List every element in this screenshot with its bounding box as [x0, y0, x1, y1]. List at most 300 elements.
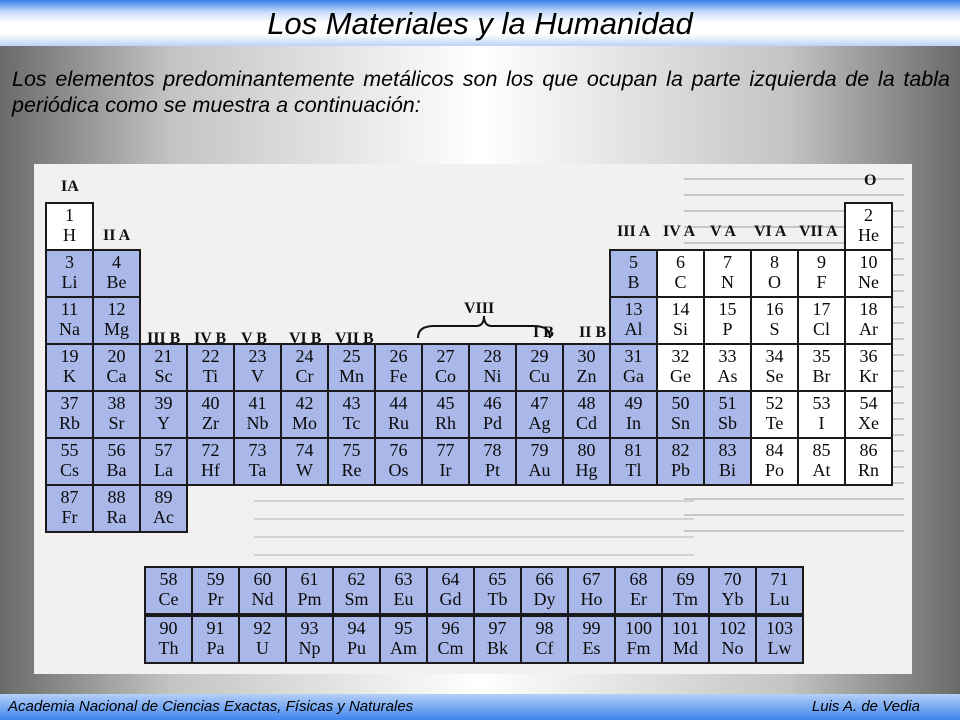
- element-symbol: Lw: [767, 638, 792, 658]
- element-symbol: W: [296, 460, 313, 480]
- atomic-number: 24: [295, 346, 314, 366]
- atomic-number: 16: [765, 299, 784, 319]
- element-symbol: Tm: [673, 589, 698, 609]
- element-cell-tm: [661, 566, 710, 615]
- element-symbol: Te: [765, 413, 784, 433]
- atomic-number: 53: [812, 393, 831, 413]
- element-symbol: Sc: [154, 366, 173, 386]
- element-symbol: Hg: [575, 460, 598, 480]
- element-symbol: Mg: [103, 319, 129, 339]
- element-cell-s: [750, 296, 799, 345]
- element-symbol: Be: [106, 272, 127, 292]
- atomic-number: 37: [60, 393, 79, 413]
- element-cell-sb: [703, 390, 752, 439]
- element-symbol: Sn: [670, 413, 690, 433]
- atomic-number: 55: [60, 440, 79, 460]
- element-cell-pd: [468, 390, 517, 439]
- element-cell-ag: [515, 390, 564, 439]
- atomic-number: 39: [154, 393, 173, 413]
- element-cell-lw: [755, 615, 804, 664]
- atomic-number: 18: [859, 299, 878, 319]
- element-symbol: Er: [630, 589, 647, 609]
- atomic-number: 23: [248, 346, 267, 366]
- element-cell-gd: [426, 566, 475, 615]
- atomic-number: 82: [671, 440, 690, 460]
- element-symbol: Ti: [202, 366, 219, 386]
- atomic-number: 2: [864, 205, 873, 225]
- element-symbol: Md: [672, 638, 698, 658]
- element-symbol: Ru: [387, 413, 409, 433]
- slide-title: Los Materiales y la Humanidad: [267, 6, 693, 41]
- element-symbol: Pa: [206, 638, 225, 658]
- atomic-number: 28: [483, 346, 502, 366]
- group-header: IV A: [663, 223, 696, 240]
- element-symbol: Na: [59, 319, 80, 339]
- element-cell-y: [139, 390, 188, 439]
- element-cell-pm: [285, 566, 334, 615]
- element-cell-dy: [520, 566, 569, 615]
- element-cell-ge: [656, 343, 705, 392]
- atomic-number: 31: [624, 346, 643, 366]
- element-symbol: Tc: [342, 413, 361, 433]
- element-cell-lu: [755, 566, 804, 615]
- element-cell-md: [661, 615, 710, 664]
- element-cell-ir: [421, 437, 470, 486]
- atomic-number: 69: [676, 569, 695, 589]
- element-symbol: H: [63, 225, 76, 245]
- element-cell-np: [285, 615, 334, 664]
- atomic-number: 38: [107, 393, 126, 413]
- element-cell-bi: [703, 437, 752, 486]
- atomic-number: 74: [295, 440, 314, 460]
- group-header: IA: [61, 178, 79, 195]
- element-symbol: Kr: [859, 366, 878, 386]
- atomic-number: 93: [300, 618, 319, 638]
- atomic-number: 73: [248, 440, 267, 460]
- element-symbol: Gd: [439, 589, 462, 609]
- element-cell-os: [374, 437, 423, 486]
- group-header: II B: [579, 324, 607, 341]
- atomic-number: 88: [107, 487, 126, 507]
- element-symbol: Co: [434, 366, 456, 386]
- element-symbol: Cl: [812, 319, 830, 339]
- element-symbol: Y: [157, 413, 170, 433]
- element-cell-re: [327, 437, 376, 486]
- element-symbol: Fr: [61, 507, 78, 527]
- atomic-number: 5: [629, 252, 638, 272]
- element-symbol: N: [721, 272, 734, 292]
- element-symbol: Eu: [393, 589, 414, 609]
- element-symbol: V: [251, 366, 264, 386]
- atomic-number: 87: [60, 487, 79, 507]
- atomic-number: 85: [812, 440, 831, 460]
- atomic-number: 56: [107, 440, 126, 460]
- atomic-number: 80: [577, 440, 596, 460]
- element-symbol: Am: [390, 638, 417, 658]
- element-cell-nd: [238, 566, 287, 615]
- atomic-number: 25: [342, 346, 361, 366]
- group-header: IV B: [194, 330, 227, 347]
- element-cell-ho: [567, 566, 616, 615]
- element-cell-sm: [332, 566, 381, 615]
- atomic-number: 101: [672, 618, 699, 638]
- element-symbol: Cm: [437, 638, 464, 658]
- element-cell-li: [45, 249, 94, 298]
- element-cell-se: [750, 343, 799, 392]
- element-symbol: No: [721, 638, 744, 658]
- element-cell-n: [703, 249, 752, 298]
- atomic-number: 6: [676, 252, 685, 272]
- element-symbol: Hf: [201, 460, 220, 480]
- atomic-number: 14: [671, 299, 690, 319]
- element-cell-k: [45, 343, 94, 392]
- element-symbol: P: [722, 319, 733, 339]
- element-cell-cs: [45, 437, 94, 486]
- atomic-number: 3: [65, 252, 74, 272]
- atomic-number: 60: [253, 569, 272, 589]
- element-symbol: Ta: [248, 460, 267, 480]
- atomic-number: 52: [765, 393, 784, 413]
- element-cell-kr: [844, 343, 893, 392]
- group-header: O: [864, 172, 877, 189]
- element-cell-es: [567, 615, 616, 664]
- element-symbol: Pm: [297, 589, 322, 609]
- atomic-number: 36: [859, 346, 878, 366]
- atomic-number: 72: [201, 440, 220, 460]
- element-symbol: B: [627, 272, 640, 292]
- atomic-number: 17: [812, 299, 831, 319]
- atomic-number: 29: [530, 346, 549, 366]
- element-symbol: Mn: [338, 366, 364, 386]
- element-cell-au: [515, 437, 564, 486]
- element-symbol: Tb: [487, 589, 508, 609]
- atomic-number: 70: [723, 569, 742, 589]
- atomic-number: 62: [347, 569, 366, 589]
- element-cell-ni: [468, 343, 517, 392]
- atomic-number: 48: [577, 393, 596, 413]
- element-symbol: Pr: [207, 589, 224, 609]
- element-symbol: Ar: [859, 319, 878, 339]
- atomic-number: 51: [718, 393, 737, 413]
- element-cell-f: [797, 249, 846, 298]
- element-cell-ra: [92, 484, 141, 533]
- element-cell-h: [45, 202, 94, 251]
- atomic-number: 9: [817, 252, 826, 272]
- element-cell-hf: [186, 437, 235, 486]
- atomic-number: 44: [389, 393, 408, 413]
- element-cell-o: [750, 249, 799, 298]
- element-symbol: Sr: [108, 413, 125, 433]
- atomic-number: 89: [154, 487, 173, 507]
- atomic-number: 103: [766, 618, 793, 638]
- element-symbol: Cs: [59, 460, 79, 480]
- element-symbol: Ge: [670, 366, 691, 386]
- atomic-number: 68: [629, 569, 648, 589]
- element-cell-ta: [233, 437, 282, 486]
- element-symbol: Pb: [670, 460, 690, 480]
- group-header: VIII: [464, 300, 495, 317]
- atomic-number: 71: [770, 569, 789, 589]
- group-header: I B: [533, 324, 554, 341]
- element-cell-mg: [92, 296, 141, 345]
- intro-text: Los elementos predominantemente metálicos son los que ocupan la parte izquierda de la tabla periódica como se muestra a continuación:: [12, 67, 950, 117]
- element-cell-ru: [374, 390, 423, 439]
- element-symbol: Bi: [718, 460, 736, 480]
- element-cell-fm: [614, 615, 663, 664]
- element-symbol: At: [812, 460, 831, 480]
- atomic-number: 58: [159, 569, 178, 589]
- element-symbol: Mo: [291, 413, 317, 433]
- element-symbol: Ba: [106, 460, 127, 480]
- element-symbol: Ra: [106, 507, 127, 527]
- element-symbol: Ni: [483, 366, 502, 386]
- element-cell-al: [609, 296, 658, 345]
- element-symbol: La: [154, 460, 173, 480]
- element-cell-u: [238, 615, 287, 664]
- element-cell-bk: [473, 615, 522, 664]
- element-cell-fe: [374, 343, 423, 392]
- atomic-number: 34: [765, 346, 784, 366]
- element-cell-as: [703, 343, 752, 392]
- element-symbol: Re: [341, 460, 362, 480]
- element-cell-ga: [609, 343, 658, 392]
- element-cell-b: [609, 249, 658, 298]
- atomic-number: 94: [347, 618, 366, 638]
- atomic-number: 46: [483, 393, 502, 413]
- atomic-number: 98: [535, 618, 554, 638]
- element-cell-tl: [609, 437, 658, 486]
- group-header: VII B: [335, 330, 374, 347]
- element-symbol: Bk: [486, 638, 508, 658]
- element-cell-cf: [520, 615, 569, 664]
- atomic-number: 63: [394, 569, 413, 589]
- atomic-number: 59: [206, 569, 225, 589]
- group-header: VII A: [799, 223, 838, 240]
- group-header: VI B: [289, 330, 322, 347]
- element-symbol: Ne: [858, 272, 879, 292]
- element-symbol: Nb: [246, 413, 269, 433]
- atomic-number: 13: [624, 299, 643, 319]
- atomic-number: 43: [342, 393, 361, 413]
- atomic-number: 65: [488, 569, 507, 589]
- element-symbol: O: [768, 272, 781, 292]
- atomic-number: 32: [671, 346, 690, 366]
- atomic-number: 15: [718, 299, 737, 319]
- element-cell-na: [45, 296, 94, 345]
- atomic-number: 42: [295, 393, 314, 413]
- atomic-number: 79: [530, 440, 549, 460]
- atomic-number: 66: [535, 569, 554, 589]
- footer-institution: Academia Nacional de Ciencias Exactas, Físicas y Naturales: [8, 698, 414, 715]
- element-cell-c: [656, 249, 705, 298]
- element-symbol: Se: [765, 366, 784, 386]
- element-cell-sr: [92, 390, 141, 439]
- atomic-number: 22: [201, 346, 220, 366]
- atomic-number: 86: [859, 440, 878, 460]
- atomic-number: 91: [206, 618, 225, 638]
- atomic-number: 95: [394, 618, 413, 638]
- element-symbol: Os: [388, 460, 409, 480]
- atomic-number: 75: [342, 440, 361, 460]
- element-symbol: Pd: [482, 413, 502, 433]
- element-symbol: Ce: [158, 589, 179, 609]
- element-symbol: Br: [812, 366, 831, 386]
- element-symbol: Ag: [528, 413, 551, 433]
- element-symbol: Rn: [857, 460, 879, 480]
- element-cell-si: [656, 296, 705, 345]
- element-symbol: Cd: [575, 413, 597, 433]
- atomic-number: 61: [300, 569, 319, 589]
- element-symbol: Lu: [769, 589, 790, 609]
- element-cell-ac: [139, 484, 188, 533]
- element-symbol: Dy: [533, 589, 556, 609]
- element-cell-cm: [426, 615, 475, 664]
- element-cell-rb: [45, 390, 94, 439]
- element-cell-mo: [280, 390, 329, 439]
- element-cell-p: [703, 296, 752, 345]
- atomic-number: 35: [812, 346, 831, 366]
- element-symbol: Nd: [251, 589, 274, 609]
- element-cell-sc: [139, 343, 188, 392]
- atomic-number: 30: [577, 346, 596, 366]
- atomic-number: 40: [201, 393, 220, 413]
- atomic-number: 90: [159, 618, 178, 638]
- element-symbol: Xe: [858, 413, 879, 433]
- element-cell-nb: [233, 390, 282, 439]
- element-symbol: I: [818, 413, 825, 433]
- atomic-number: 78: [483, 440, 502, 460]
- atomic-number: 102: [719, 618, 746, 638]
- element-cell-pa: [191, 615, 240, 664]
- atomic-number: 8: [770, 252, 779, 272]
- group-header: III A: [617, 223, 651, 240]
- element-cell-ca: [92, 343, 141, 392]
- element-symbol: Cr: [295, 366, 314, 386]
- atomic-number: 11: [60, 299, 79, 319]
- group-header: V A: [710, 223, 736, 240]
- element-cell-sn: [656, 390, 705, 439]
- element-symbol: As: [717, 366, 738, 386]
- atomic-number: 76: [389, 440, 408, 460]
- element-cell-br: [797, 343, 846, 392]
- element-symbol: Ir: [439, 460, 452, 480]
- element-symbol: Fm: [626, 638, 651, 658]
- atomic-number: 49: [624, 393, 643, 413]
- atomic-number: 100: [625, 618, 652, 638]
- element-cell-zr: [186, 390, 235, 439]
- element-symbol: Rh: [434, 413, 456, 433]
- atomic-number: 77: [436, 440, 455, 460]
- atomic-number: 4: [112, 252, 121, 272]
- element-cell-mn: [327, 343, 376, 392]
- element-cell-cu: [515, 343, 564, 392]
- element-symbol: Al: [624, 319, 643, 339]
- atomic-number: 26: [389, 346, 408, 366]
- element-cell-rh: [421, 390, 470, 439]
- element-symbol: Cu: [528, 366, 550, 386]
- atomic-number: 64: [441, 569, 460, 589]
- element-symbol: Th: [158, 638, 179, 658]
- element-symbol: Np: [298, 638, 321, 658]
- element-symbol: Ac: [153, 507, 174, 527]
- element-symbol: Si: [672, 319, 688, 339]
- atomic-number: 12: [107, 299, 126, 319]
- element-cell-tb: [473, 566, 522, 615]
- element-symbol: Fe: [389, 366, 408, 386]
- element-cell-co: [421, 343, 470, 392]
- atomic-number: 99: [582, 618, 601, 638]
- element-cell-th: [144, 615, 193, 664]
- element-cell-ce: [144, 566, 193, 615]
- element-symbol: Es: [582, 638, 601, 658]
- atomic-number: 41: [248, 393, 267, 413]
- element-cell-po: [750, 437, 799, 486]
- atomic-number: 1: [65, 205, 74, 225]
- element-cell-tc: [327, 390, 376, 439]
- element-cell-at: [797, 437, 846, 486]
- element-symbol: Cf: [535, 638, 554, 658]
- element-cell-pt: [468, 437, 517, 486]
- atomic-number: 21: [154, 346, 173, 366]
- element-cell-no: [708, 615, 757, 664]
- atomic-number: 67: [582, 569, 601, 589]
- element-cell-hg: [562, 437, 611, 486]
- element-cell-ba: [92, 437, 141, 486]
- element-symbol: Po: [764, 460, 784, 480]
- element-symbol: He: [858, 225, 879, 245]
- element-symbol: C: [674, 272, 687, 292]
- element-cell-be: [92, 249, 141, 298]
- element-symbol: Pt: [484, 460, 500, 480]
- footer-bar: [0, 694, 960, 720]
- atomic-number: 54: [859, 393, 878, 413]
- group-header: III B: [147, 330, 181, 347]
- element-symbol: In: [626, 413, 641, 433]
- element-cell-ar: [844, 296, 893, 345]
- group-header: II A: [103, 227, 131, 244]
- atomic-number: 33: [718, 346, 737, 366]
- atomic-number: 97: [488, 618, 507, 638]
- element-symbol: F: [816, 272, 827, 292]
- element-cell-la: [139, 437, 188, 486]
- element-symbol: Pu: [346, 638, 366, 658]
- element-cell-i: [797, 390, 846, 439]
- element-cell-cl: [797, 296, 846, 345]
- atomic-number: 81: [624, 440, 643, 460]
- atomic-number: 19: [60, 346, 79, 366]
- element-symbol: Ca: [106, 366, 127, 386]
- element-symbol: K: [63, 366, 76, 386]
- footer-author: Luis A. de Vedia: [811, 698, 920, 715]
- element-cell-pb: [656, 437, 705, 486]
- element-cell-pu: [332, 615, 381, 664]
- element-symbol: Zr: [202, 413, 219, 433]
- element-cell-eu: [379, 566, 428, 615]
- element-cell-cr: [280, 343, 329, 392]
- atomic-number: 96: [441, 618, 460, 638]
- element-symbol: S: [769, 319, 780, 339]
- element-cell-ti: [186, 343, 235, 392]
- atomic-number: 45: [436, 393, 455, 413]
- atomic-number: 57: [154, 440, 173, 460]
- element-cell-yb: [708, 566, 757, 615]
- atomic-number: 10: [859, 252, 878, 272]
- element-symbol: Tl: [625, 460, 642, 480]
- element-cell-xe: [844, 390, 893, 439]
- element-cell-zn: [562, 343, 611, 392]
- periodic-table-image: [34, 164, 912, 674]
- element-symbol: Ga: [623, 366, 644, 386]
